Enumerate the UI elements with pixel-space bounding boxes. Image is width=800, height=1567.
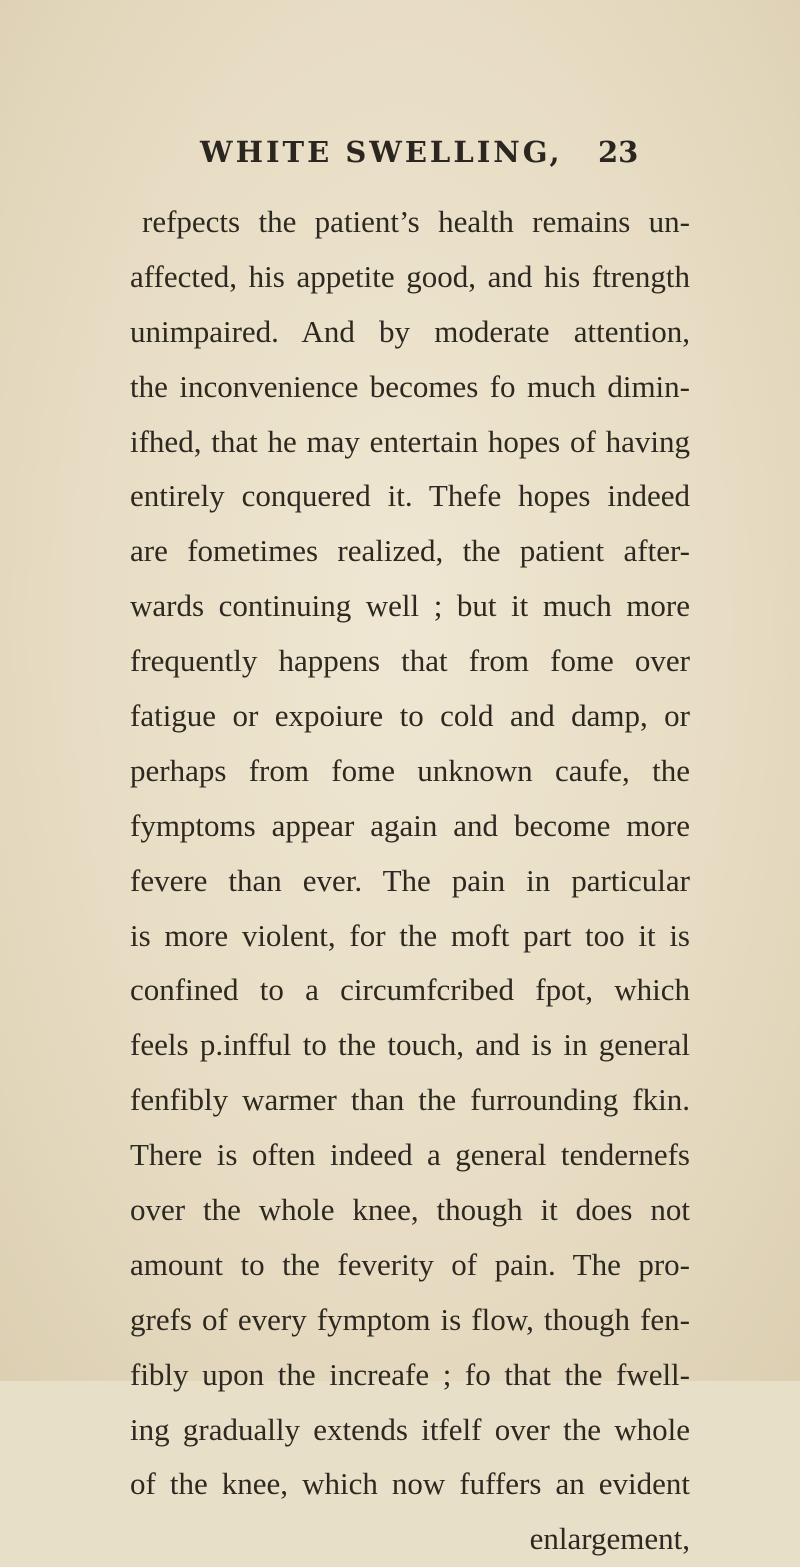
text-line: wards continuing well ; but it much more [130, 588, 690, 624]
text-line: amount to the feverity of pain. The pro- [130, 1246, 690, 1282]
body-text [130, 195, 690, 1567]
text-line: ing gradually extends itfelf over the whole [130, 1411, 690, 1447]
text-line: fymptoms appear again and become more [130, 807, 690, 843]
text-line: refpects the patient’s health remains un- [142, 204, 690, 239]
text-line: ifhed, that he may entertain hopes of having [130, 423, 690, 459]
text-line: fibly upon the increafe ; fo that the fwell- [130, 1356, 690, 1392]
running-title: WHITE SWELLING, [200, 135, 563, 169]
text-line: is more violent, for the moft part too it is [130, 917, 690, 953]
text-line: are fometimes realized, the patient after- [130, 533, 690, 569]
text-line: affected, his appetite good, and his ftrength [130, 258, 690, 294]
text-line: grefs of every fymptom is flow, though fen- [130, 1301, 690, 1337]
text-line: entirely conquered it. Thefe hopes indeed [130, 478, 690, 514]
text-line: frequently happens that from fome over [130, 643, 690, 679]
page-number: 23 [598, 135, 639, 169]
text-line: fevere than ever. The pain in particular [130, 862, 690, 898]
text-line: There is often indeed a general tendernefs [130, 1137, 690, 1173]
text-line: fenfibly warmer than the furrounding fkin. [130, 1082, 690, 1118]
catchword-line: enlargement, [529, 1521, 690, 1557]
text-line: feels p.infful to the touch, and is in general [130, 1027, 690, 1063]
text-line: unimpaired. And by moderate attention, [130, 313, 690, 349]
text-line: fatigue or expoiure to cold and damp, or [130, 698, 690, 734]
text-line: perhaps from fome unknown caufe, the [130, 752, 690, 788]
text-line: of the knee, which now fuffers an evident [130, 1466, 690, 1502]
running-head [200, 135, 639, 175]
text-line: confined to a circumfcribed fpot, which [130, 972, 690, 1008]
text-line: over the whole knee, though it does not [130, 1192, 690, 1228]
text-line: the inconvenience becomes fo much dimin- [130, 368, 690, 404]
